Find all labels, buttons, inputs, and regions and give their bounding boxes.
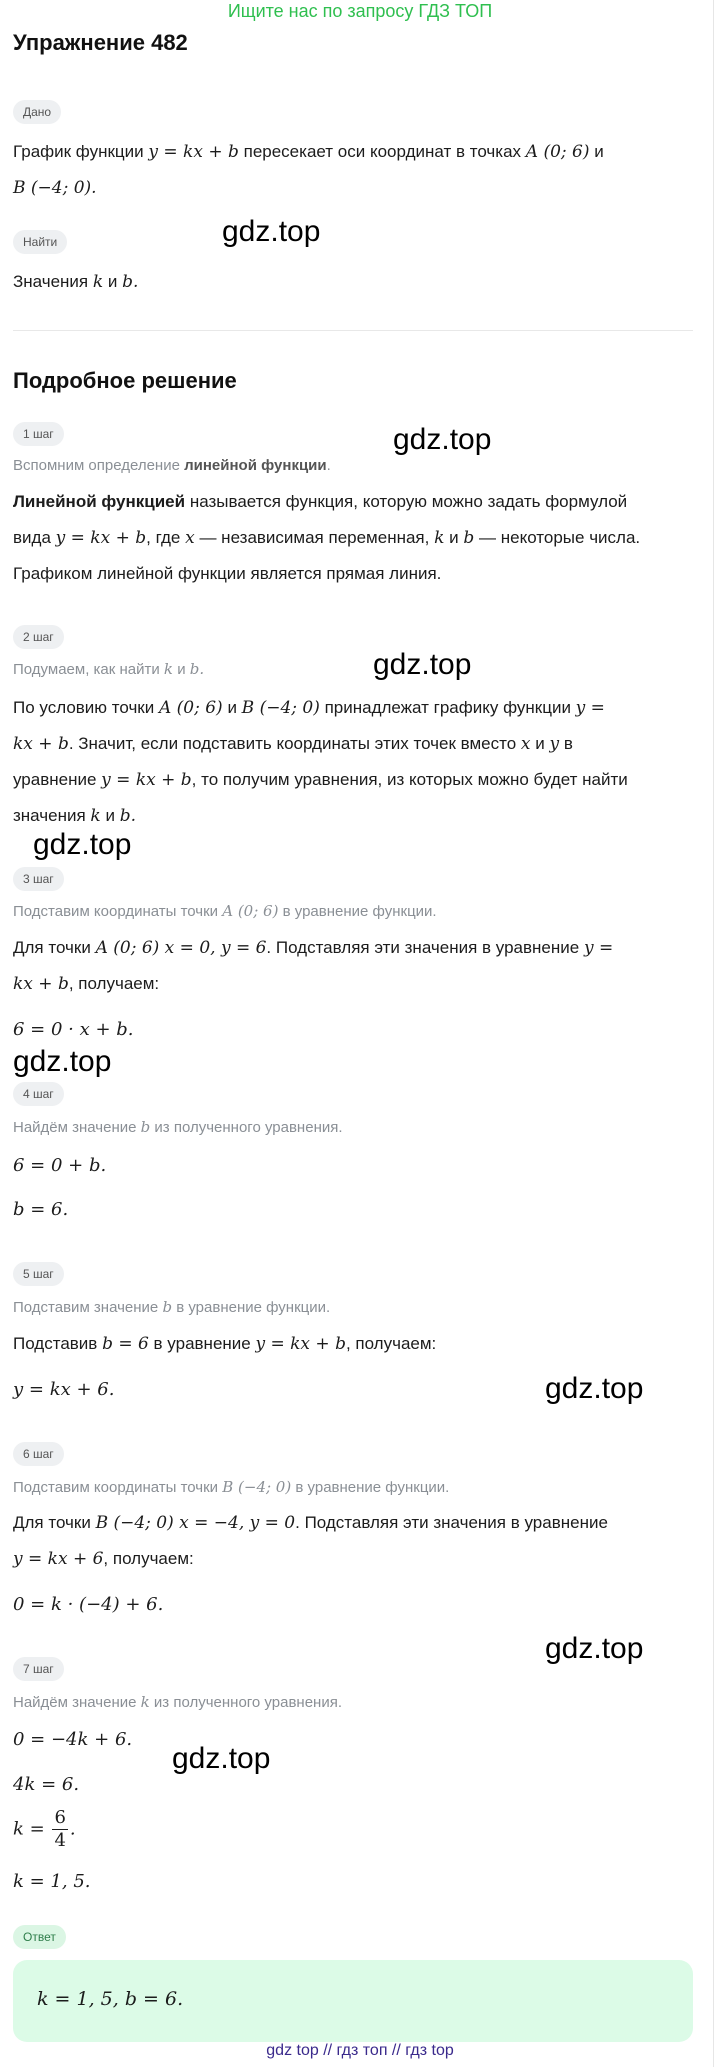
answer-box [13,1960,693,2042]
step-1-badge: 1 шаг [13,422,64,446]
step-7-formula-1: 0 = −4k + 6. [13,1729,133,1750]
watermark: gdz.top [545,1372,644,1405]
step-6-text: Для точки B (−4; 0) x = −4, y = 0. Подставляя эти значения в уравнение y = kx + 6, получаем: [13,1513,608,1569]
watermark: gdz.top [373,648,472,681]
step-2-text: По условию точки A (0; 6) и B (−4; 0) принадлежат графику функции y = kx + b. Значит, если подставить координаты этих точек вместо x и y в уравнение y = kx + b, то получим уравнения, из которых можно будет найти значения k и b. [13,698,628,826]
step-1-text: Линейной функцией называется функция, которую можно задать формулой вида y = kx + b, где x — независимая переменная, k и b — некоторые числа. Графиком линейной функции является прямая линия. [13,492,641,583]
step-3-text: Для точки A (0; 6) x = 0, y = 6. Подставляя эти значения в уравнение y = kx + b, получаем: [13,938,614,994]
step-1-hint: Вспомним определение линейной функции. [13,457,331,474]
watermark: gdz.top [33,828,132,861]
step-7-hint: Найдём значение k из полученного уравнения. [13,1693,342,1711]
promo-banner[interactable]: Ищите нас по запросу ГДЗ ТОП [227,1,493,21]
answer-text: k = 1, 5, b = 6. [37,1988,184,2010]
point-b: B (−4; 0). [13,178,97,198]
find-text: Значения k и b. [13,272,139,292]
step-7-badge: 7 шаг [13,1657,64,1681]
step-6-formula: 0 = k · (−4) + 6. [13,1594,164,1615]
step-5-text: Подставив b = 6 в уравнение y = kx + b, получаем: [13,1334,437,1354]
step-4-formula-2: b = 6. [13,1199,69,1220]
step-2-badge: 2 шаг [13,625,64,649]
step-4-badge: 4 шаг [13,1082,64,1106]
scrollbar-track [713,0,714,2067]
step-7-fraction: k = $\frac{6}{4}$ . [13,1807,76,1851]
watermark: gdz.top [545,1632,644,1665]
page-title: Упражнение 482 [13,30,188,55]
step-3-formula: 6 = 0 · x + b. [13,1019,134,1040]
step-7-formula-2: 4k = 6. [13,1774,80,1795]
footer-links[interactable]: gdz top // гдз топ // гдз top [266,2042,454,2059]
step-6-badge: 6 шаг [13,1442,64,1466]
step-6-hint: Подставим координаты точки B (−4; 0) в уравнение функции. [13,1478,450,1496]
watermark: gdz.top [172,1742,271,1775]
section-divider [13,330,693,331]
step-5-badge: 5 шаг [13,1262,64,1286]
watermark: gdz.top [222,215,321,248]
answer-badge: Ответ [13,1925,66,1949]
step-4-hint: Найдём значение b из полученного уравнения. [13,1118,343,1136]
watermark: gdz.top [13,1045,112,1078]
step-3-badge: 3 шаг [13,867,64,891]
given-text: График функции y = kx + b пересекает оси координат в точках A (0; 6) и B (−4; 0). [13,142,604,198]
step-4-formula-1: 6 = 0 + b. [13,1155,107,1176]
point-a: A (0; 6) [525,142,590,162]
step-5-hint: Подставим значение b в уравнение функции. [13,1298,331,1316]
step-2-hint: Подумаем, как найти k и b. [13,660,205,678]
solution-title: Подробное решение [13,368,237,393]
find-badge: Найти [13,230,67,254]
given-badge: Дано [13,100,61,124]
watermark: gdz.top [393,423,492,456]
step-3-hint: Подставим координаты точки A (0; 6) в уравнение функции. [13,902,437,920]
step-5-formula: y = kx + 6. [13,1379,115,1400]
function-formula: y = kx + b [148,142,239,162]
step-7-formula-4: k = 1, 5. [13,1871,91,1892]
